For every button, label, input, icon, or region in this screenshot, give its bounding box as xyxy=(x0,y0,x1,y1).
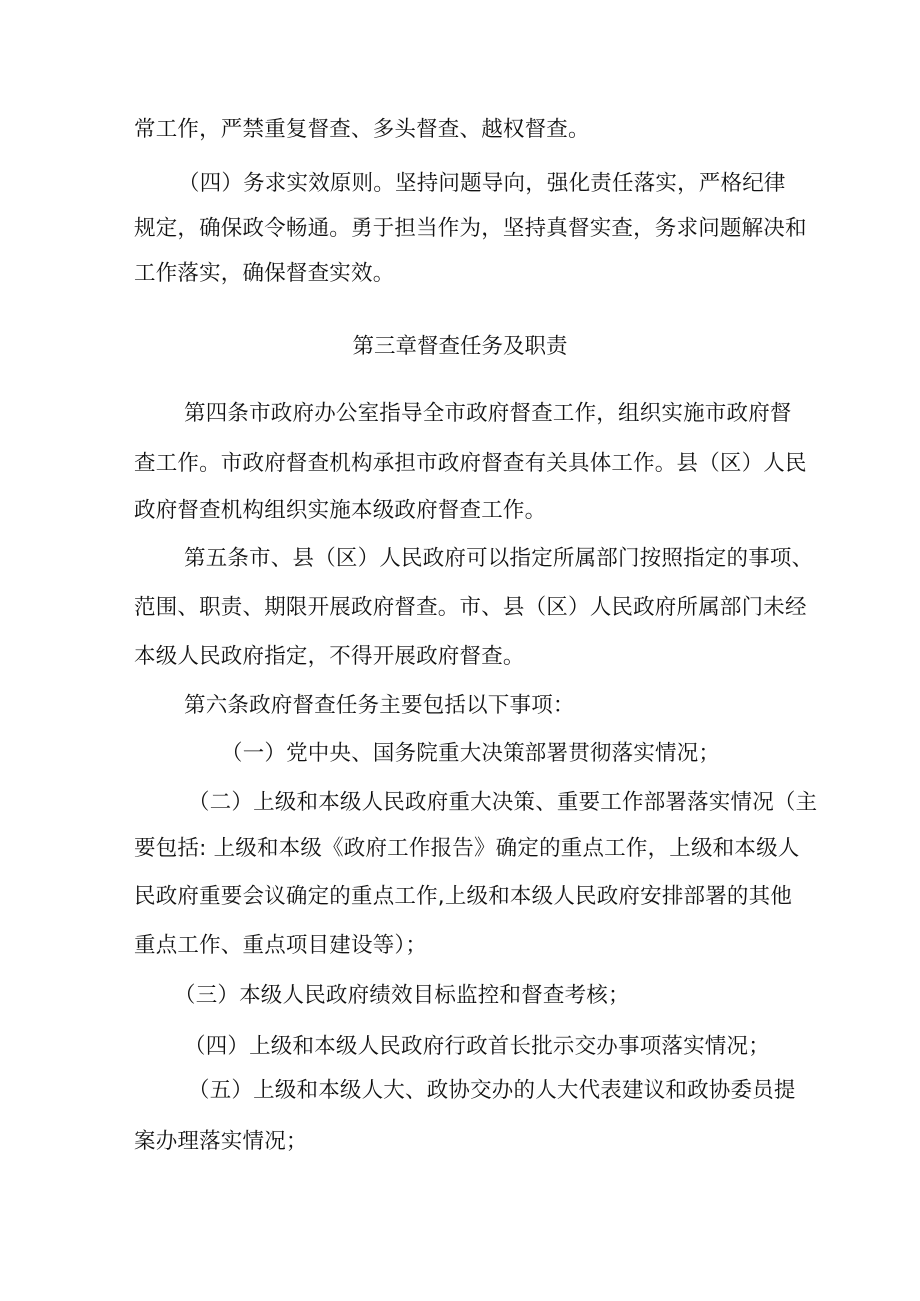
principle-4-line-2: 规定，确保政令畅通。勇于担当作为，坚持真督实查，务求问题解决和 xyxy=(134,216,807,241)
article-5-line-1: 第五条市、县（区）人民政府可以指定所属部门按照指定的事项、 xyxy=(184,546,814,571)
item-2-line-3: 民政府重要会议确定的重点工作,上级和本级人民政府安排部署的其他 xyxy=(134,884,793,909)
item-2-line-4: 重点工作、重点项目建设等）； xyxy=(134,933,428,958)
article-4-line-1: 第四条市政府办公室指导全市政府督查工作，组织实施市政府督 xyxy=(184,401,792,426)
article-5-line-2: 范围、职责、期限开展政府督查。市、县（区）人民政府所属部门未经 xyxy=(134,595,807,620)
article-5-line-3: 本级人民政府指定，不得开展政府督查。 xyxy=(134,644,525,669)
principle-4-line-1: （四）务求实效原则。坚持问题导向，强化责任落实，严格纪律 xyxy=(178,171,786,196)
item-1-line-1: （一）党中央、国务院重大决策部署贯彻落实情况； xyxy=(221,741,721,766)
item-5-line-1: （五）上级和本级人大、政协交办的人大代表建议和政协委员提 xyxy=(188,1078,796,1103)
article-4-line-2: 查工作。市政府督查机构承担市政府督查有关具体工作。县（区）人民 xyxy=(134,451,807,476)
principle-4-line-3: 工作落实，确保督查实效。 xyxy=(134,261,395,286)
item-2-line-1: （二）上级和本级人民政府重大决策、重要工作部署落实情况（主 xyxy=(188,790,818,815)
continuation-line: 常工作，严禁重复督查、多头督查、越权督查。 xyxy=(134,117,590,142)
item-4-line-1: （四）上级和本级人民政府行政首长批示交办事项落实情况； xyxy=(184,1034,770,1059)
item-3-line-1: （三）本级人民政府绩效目标监控和督查考核； xyxy=(174,983,630,1008)
item-2-line-2: 要包括: 上级和本级《政府工作报告》确定的重点工作，上级和本级人 xyxy=(134,836,800,861)
item-5-line-2: 案办理落实情况； xyxy=(134,1129,308,1154)
article-6-line-1: 第六条政府督查任务主要包括以下事项： xyxy=(184,693,575,718)
article-4-line-3: 政府督查机构组织实施本级政府督查工作。 xyxy=(134,498,547,523)
chapter-title: 第三章督查任务及职责 xyxy=(352,334,568,359)
